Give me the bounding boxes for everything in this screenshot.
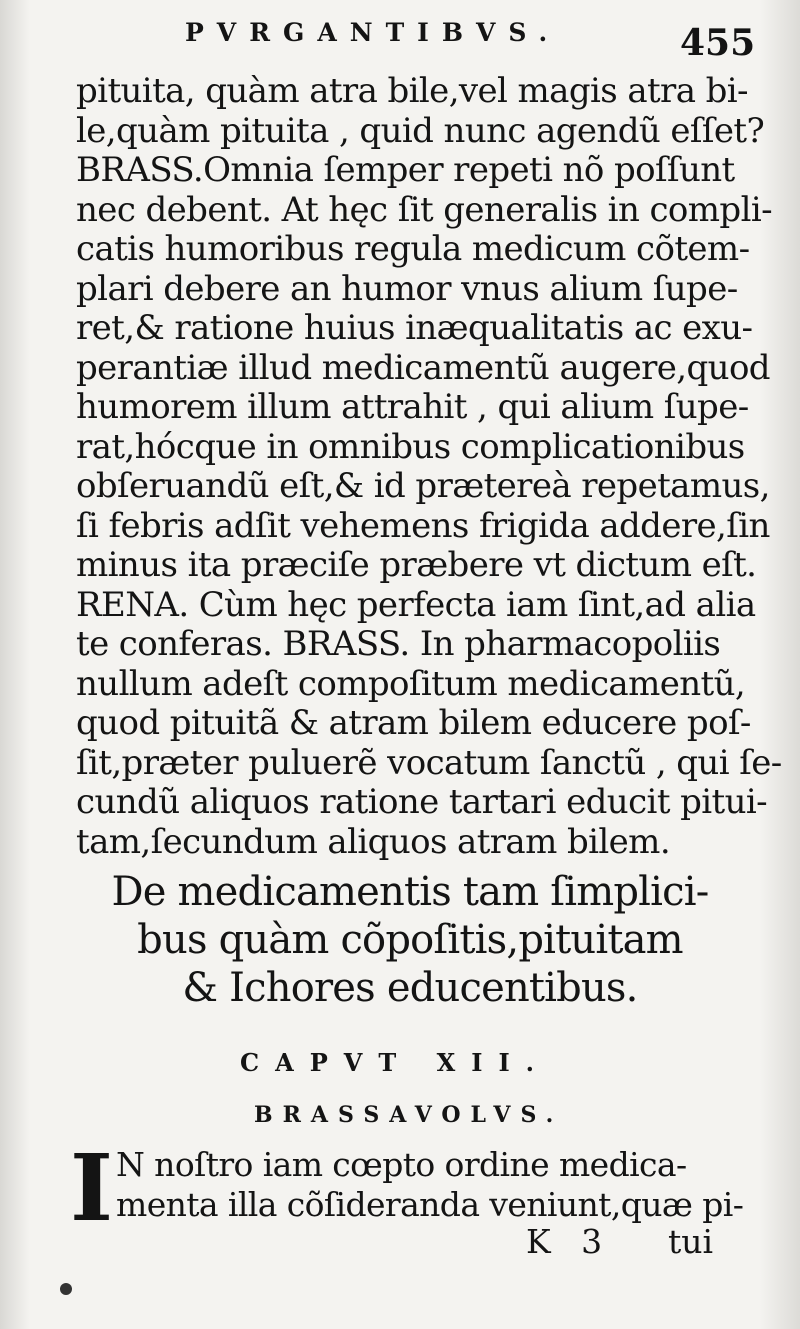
heading-line: & Ichores educentibus.	[182, 965, 638, 1011]
text-line: cundũ aliquos ratione tartari educit pitui-	[76, 782, 768, 822]
text-line: quod pituitã & atram bilem educere poſ-	[76, 703, 751, 743]
text-line: pituita, quàm atra bile,vel magis atra bi-	[76, 71, 748, 111]
opening-text	[116, 1145, 744, 1224]
text-line: plari debere an humor vnus alium ſupe-	[76, 268, 738, 309]
body-text	[76, 71, 782, 862]
text-line: ſi febris adſit vehemens frigida addere,ſin	[76, 505, 770, 546]
running-head: PVRGANTIBVS.	[185, 18, 561, 47]
text-line: BRASS.Omnia ſemper repeti nõ poſſunt	[76, 150, 735, 190]
text-line: obſeruandũ eſt,& id prætereà repetamus,	[76, 466, 770, 506]
text-line: RENA. Cùm hęc perfecta iam ſint,ad alia	[76, 584, 756, 625]
heading-line: bus quàm cõpoſitis,pituitam	[137, 917, 683, 963]
section-heading	[100, 868, 720, 1012]
text-line: te conferas. BRASS. In pharmacopoliis	[76, 624, 721, 664]
text-line: minus ita præciſe præbere vt dictum eſt.	[76, 545, 757, 585]
drop-initial: I	[70, 1134, 114, 1242]
text-line: nullum adeſt compoſitum medicamentũ,	[76, 663, 746, 704]
speaker-name: BRASSAVOLVS.	[254, 1102, 564, 1128]
heading-line: De medicamentis tam ſimplici-	[111, 869, 709, 915]
text-line: rat,hócque in omnibus complicationibus	[76, 426, 745, 467]
signature-mark: K 3	[526, 1222, 613, 1261]
text-line: ſit,præter puluerẽ vocatum ſanctũ , qui ſe-	[76, 742, 782, 783]
text-line: ret,& ratione huius inæqualitatis ac exu-	[76, 308, 753, 348]
text-line: menta illa cõſideranda veniunt,quæ pi-	[116, 1184, 744, 1224]
chapter-title: CAPVT XII.	[240, 1048, 551, 1077]
text-line: humorem illum attrahit , qui alium ſupe-	[76, 387, 749, 427]
text-line: tam,ſecundum aliquos atram bilem.	[76, 821, 671, 862]
text-line: perantiæ illud medicamentũ augere,quod	[76, 347, 770, 388]
text-line: nec debent. At hęc ſit generalis in compli-	[76, 189, 773, 230]
ink-spot	[60, 1283, 72, 1295]
text-line: N noſtro iam cœpto ordine medica-	[116, 1145, 687, 1184]
text-line: le,quàm pituita , quid nunc agendũ eſſet?	[76, 110, 765, 151]
catchword: tui	[668, 1222, 714, 1261]
page-number: 455	[680, 22, 756, 64]
text-line: catis humoribus regula medicum cõtem-	[76, 229, 750, 269]
